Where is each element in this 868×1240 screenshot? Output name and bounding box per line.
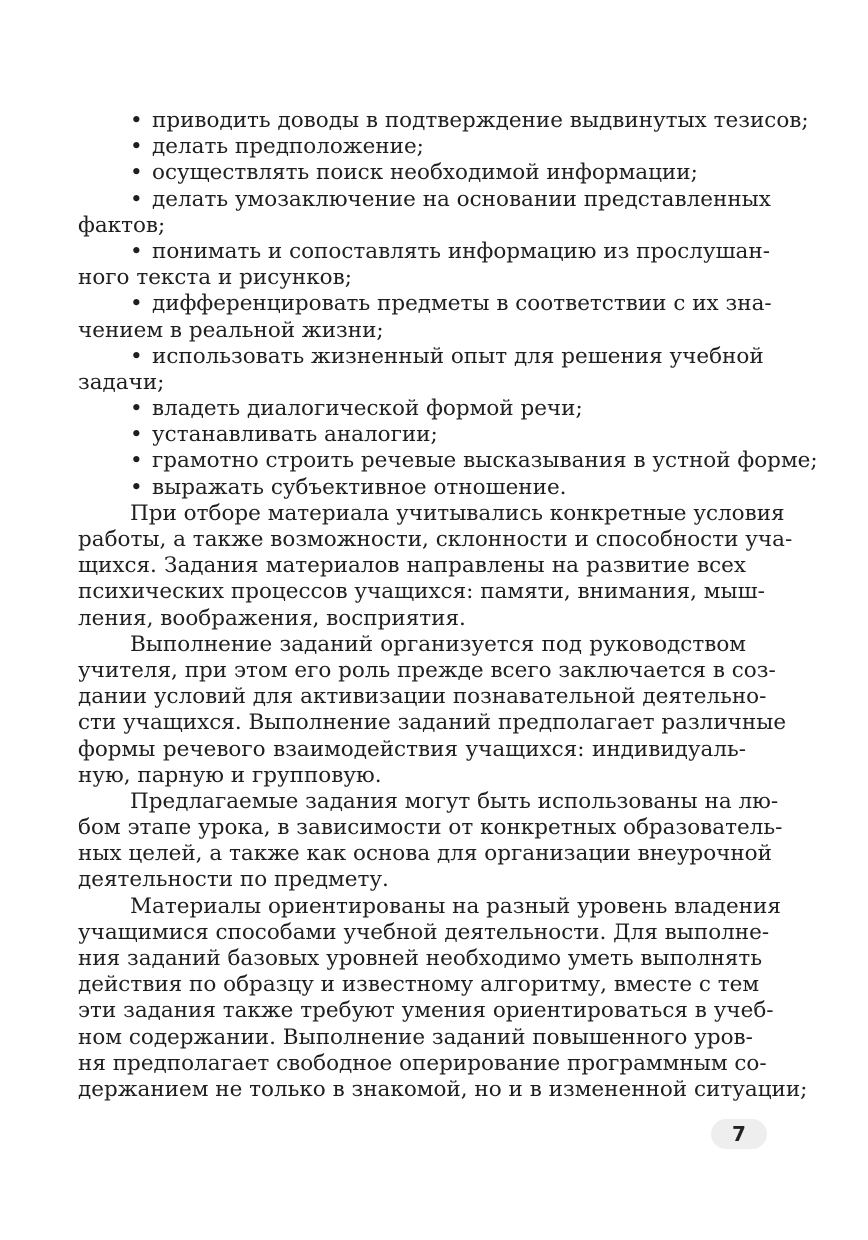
bullet-item [78,108,809,134]
bullet-list [78,108,818,501]
bullet-continuation: ного текста и рисунков; [78,265,352,291]
text-line: сти учащихся. Выполнение заданий предполагает различные [78,710,787,736]
bullet-icon: • [130,448,143,474]
text-line: формы речевого взаимодействия учащихся: индивидуаль- [78,736,746,762]
bullet-item [78,160,746,186]
bullet-continuation: задачи; [78,369,165,395]
bullet-icon: • [130,474,143,500]
text-line: учителя, при этом его роль прежде всего заключается в соз- [78,657,776,683]
paragraph-proposed-tasks [78,788,783,894]
bullet-line: • владеть диалогической формой речи; [130,396,583,422]
text-line: ния заданий базовых уровней необходимо уметь выполнять [78,946,763,971]
text-line: ном содержании. Выполнение заданий повышенного уров- [78,1024,753,1050]
text-line: ных целей, а также как основа для организации внеурочной [78,841,772,867]
text-line: психических процессов учащихся: памяти, внимания, мыш- [78,579,765,605]
bullet-icon: • [130,422,143,448]
text-line: работы, а также возможности, склонности и способности уча- [78,527,793,552]
bullet-icon: • [130,160,143,186]
bullet-continuation: фактов; [78,212,166,238]
text-line: Выполнение заданий организуется под руководством [130,631,746,657]
bullet-icon: • [130,396,143,422]
bullet-line: • использовать жизненный опыт для решения учебной [130,343,764,369]
bullet-icon: • [130,186,143,212]
bullet-line: • дифференцировать предметы в соответствии с их зна- [130,291,772,317]
text-line: учащимися способами учебной деятельности. Для выполне- [78,919,770,945]
text-line: эти задания также требуют умения ориентироваться в учеб- [78,998,774,1024]
bullet-line: • выражать субъективное отношение. [130,474,567,500]
bullet-item [78,291,772,343]
text-line: держанием не только в знакомой, но и в измененной ситуации; [78,1076,808,1102]
paragraph-material-selection [78,500,793,632]
bullet-item [78,475,746,501]
bullet-icon: • [130,343,143,369]
bullet-item [78,422,746,448]
text-line: ную, парную и групповую. [78,762,382,788]
text-line: ня предполагает свободное оперирование программным со- [78,1050,767,1076]
page-body [78,108,818,1103]
bullet-line: • устанавливать аналогии; [130,422,438,448]
bullet-item [78,343,764,396]
text-line: При отборе материала учитывались конкретные условия [130,500,785,526]
bullet-line: • грамотно строить речевые высказывания в устной форме; [130,448,818,474]
paragraph-materials-levels [78,893,808,1104]
bullet-icon: • [130,134,143,160]
text-line: дании условий для активизации познавательной деятельно- [78,684,767,710]
text-line: ления, воображения, восприятия. [78,605,466,631]
bullet-icon: • [130,291,143,317]
bullet-icon: • [130,238,143,264]
bullet-item [78,238,770,291]
bullet-line: • делать умозаключение на основании представленных [130,186,771,212]
text-line: действия по образцу и известному алгоритму, вместе с тем [78,972,760,998]
text-line: деятельности по предмету. [78,867,389,893]
bullet-line: • делать предположение; [130,134,424,160]
bullet-item [78,448,818,474]
text-line: бом этапе урока, в зависимости от конкретных образователь- [78,815,783,841]
bullet-line: • понимать и сопоставлять информацию из прослушан- [130,238,770,264]
bullet-item [78,396,746,422]
text-line: щихся. Задания материалов направлены на развитие всех [78,553,746,579]
bullet-item [78,186,771,239]
bullet-item [78,134,746,160]
text-line: Предлагаемые задания могут быть использованы на лю- [130,788,779,814]
page-number: 7 [711,1119,767,1149]
bullet-continuation: чением в реальной жизни; [78,317,384,343]
bullet-icon: • [130,108,143,133]
bullet-line: • осуществлять поиск необходимой информации; [130,160,698,186]
paragraph-task-execution [78,631,787,789]
text-line: Материалы ориентированы на разный уровень владения [130,893,781,919]
bullet-line: • приводить доводы в подтверждение выдвинутых тезисов; [130,108,809,133]
